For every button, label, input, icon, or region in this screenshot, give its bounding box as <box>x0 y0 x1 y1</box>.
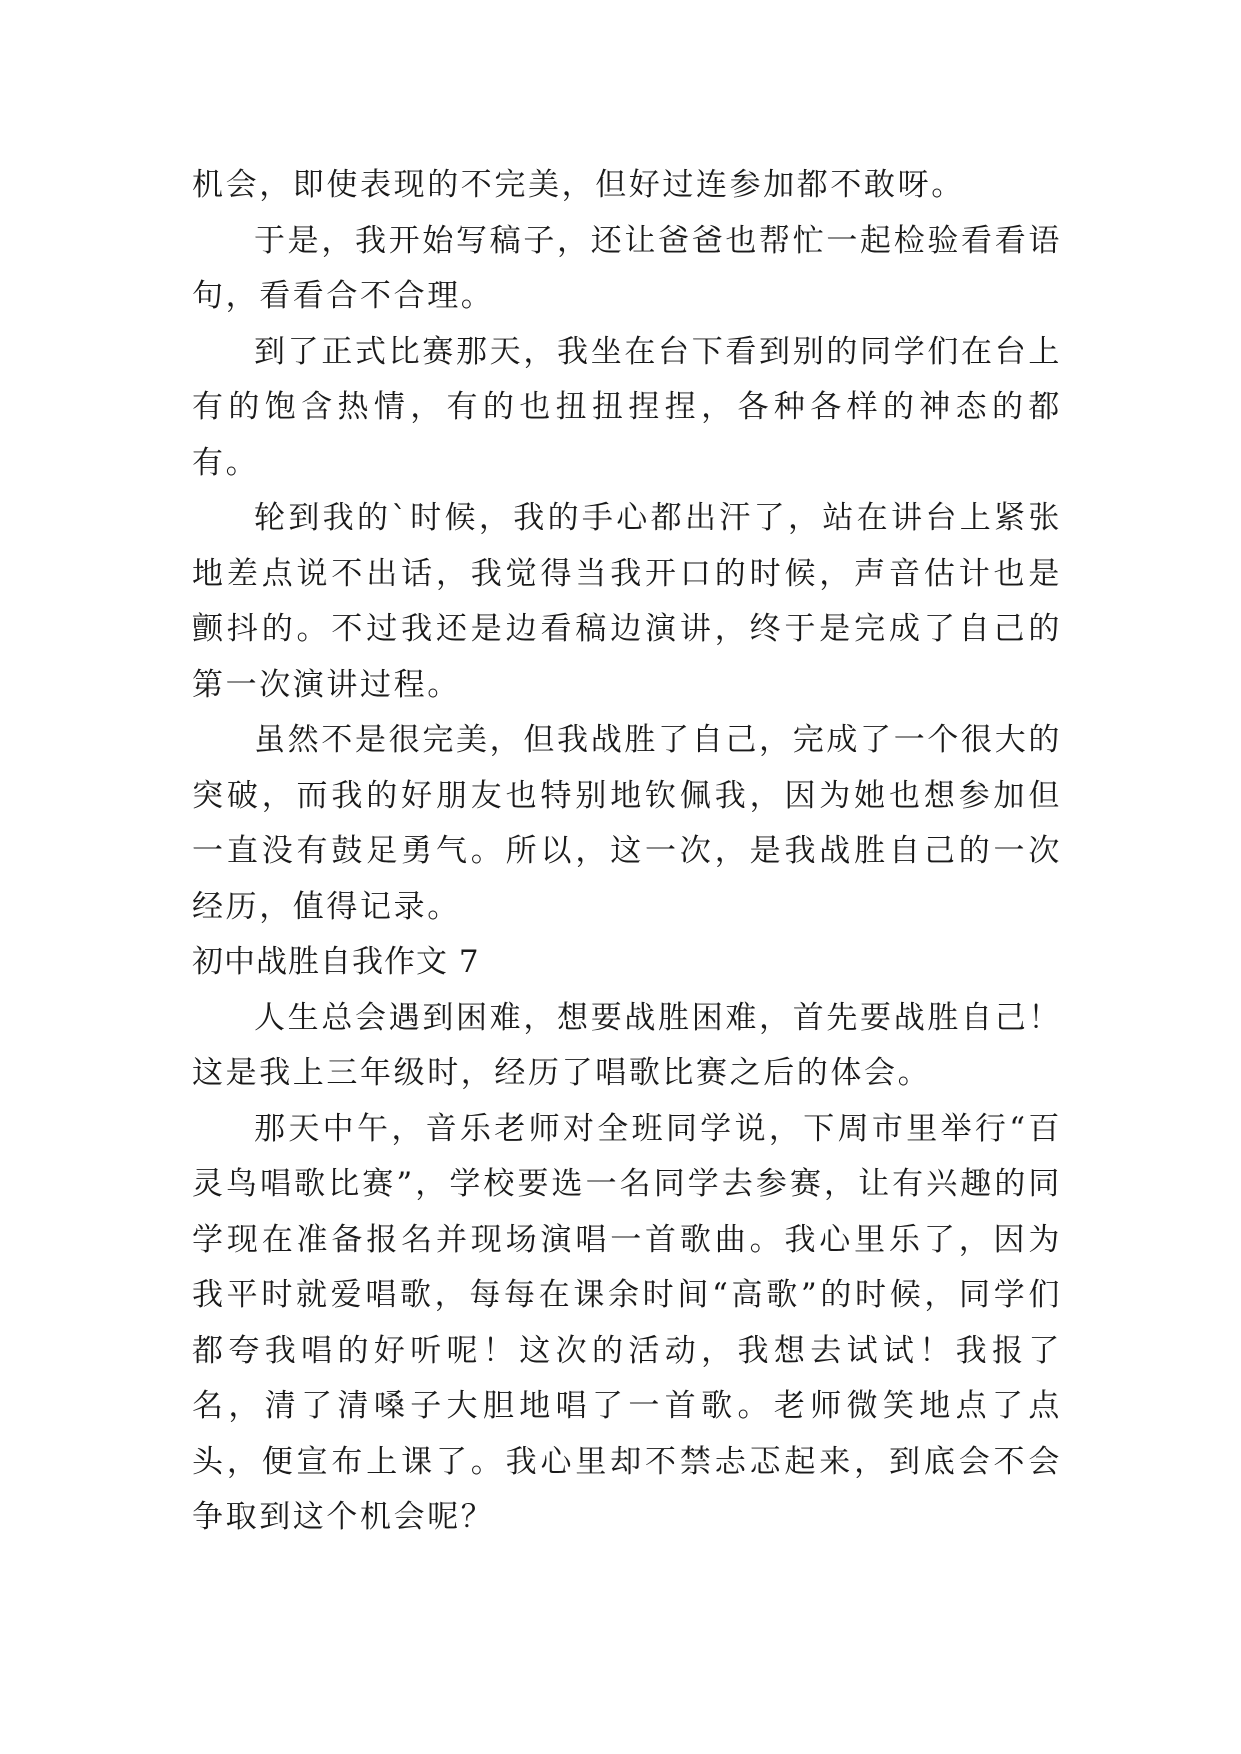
paragraph: 到了正式比赛那天，我坐在台下看到别的同学们在台上有的饱含热情，有的也扭扭捏捏，各种各样的神态的都有。 <box>192 333 1062 481</box>
section-heading: 初中战胜自我作文 7 <box>192 944 480 980</box>
paragraph: 轮到我的`时候，我的手心都出汗了，站在讲台上紧张地差点说不出话，我觉得当我开口的时候，声音估计也是颤抖的。不过我还是边看稿边演讲，终于是完成了自己的第一次演讲过程。 <box>192 500 1062 703</box>
paragraph: 于是，我开始写稿子，还让爸爸也帮忙一起检验看看语句，看看合不合理。 <box>192 222 1062 314</box>
document-body <box>192 158 1062 1546</box>
paragraph: 虽然不是很完美，但我战胜了自己，完成了一个很大的突破，而我的好朋友也特别地钦佩我，因为她也想参加但一直没有鼓足勇气。所以，这一次，是我战胜自己的一次经历，值得记录。 <box>192 722 1062 925</box>
paragraph: 人生总会遇到困难，想要战胜困难，首先要战胜自己！这是我上三年级时，经历了唱歌比赛之后的体会。 <box>192 999 1062 1091</box>
paragraph-continuation: 机会，即使表现的不完美，但好过连参加都不敢呀。 <box>192 167 965 203</box>
paragraph: 那天中午，音乐老师对全班同学说，下周市里举行“百灵鸟唱歌比赛”，学校要选一名同学去参赛，让有兴趣的同学现在准备报名并现场演唱一首歌曲。我心里乐了，因为我平时就爱唱歌，每每在课余时间“高歌”的时候，同学们都夸我唱的好听呢！这次的活动，我想去试试！我报了名，清了清嗓子大胆地唱了一首歌。老师微笑地点了点头，便宣布上课了。我心里却不禁忐忑起来，到底会不会争取到这个机会呢？ <box>192 1110 1062 1535</box>
